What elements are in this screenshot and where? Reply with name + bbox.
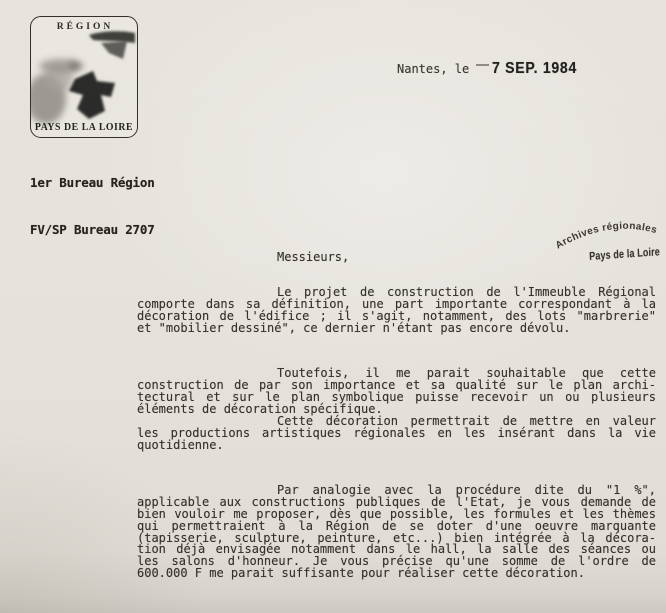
letter-line: Par analogie avec la procédure dite du "1 %", (277, 483, 656, 497)
letter-line: qui permettraient à la Région de se doter d'une oeuvre marquante (137, 518, 656, 533)
letter-line: les salons d'honneur. Je vous précise qu'une somme de l'ordre de (137, 554, 656, 569)
sender-bureau (30, 144, 155, 268)
sender-bureau-line2: FV/SP Bureau 2707 (30, 221, 155, 237)
salutation: Messieurs, (277, 250, 350, 264)
letter-line: et "mobilier dessiné", ce dernier n'étant pas encore dévolu. (137, 320, 571, 335)
logo-map-graphic (31, 17, 137, 137)
letter-line: (tapisserie, sculpture, peinture, etc...) bien intégrée à la décora- (137, 530, 656, 545)
letter-line: les productions artistiques régionales en les insérant dans la vie (137, 425, 656, 440)
letter-line: décoration de l'édifice ; il s'agit, notamment, des lots "marbrerie" (137, 308, 656, 323)
logo-paysdelaloire-label: PAYS DE LA LOIRE (34, 122, 134, 133)
paragraph-4 (137, 485, 656, 580)
date-place-label: Nantes, le (397, 62, 470, 76)
letter-line: tion déjà envisagée notamment dans le hall, la salle des séances ou (137, 542, 656, 557)
paragraph-3 (137, 416, 656, 452)
letter-line: quotidienne. (137, 437, 224, 452)
region-logo (30, 16, 138, 138)
date-stamp: 7 SEP. 1984 (492, 60, 578, 77)
archives-stamp (538, 196, 666, 276)
archives-stamp-arc-text: Archives régionales (553, 220, 659, 252)
letter-line: 600.000 F me parait suffisante pour réaliser cette décoration. (137, 566, 585, 581)
paragraph-1 (137, 287, 656, 335)
letter-line: applicable aux constructions publiques de l'Etat, je vous demande de (137, 494, 656, 509)
letter-line: Le projet de construction de l'Immeuble Régional (277, 285, 656, 299)
sender-bureau-line1: 1er Bureau Région (30, 175, 155, 190)
date-stamp-mark: — (476, 58, 489, 70)
letter-line: éléments de décoration spécifique. (137, 401, 383, 416)
letter-line: Toutefois, il me parait souhaitable que cette (277, 366, 656, 380)
letter-line: Cette décoration permettrait de mettre en valeur (277, 414, 656, 428)
letter-line: tectural et sur le plan symbolique puisse recevoir un ou plusieurs (137, 389, 656, 404)
paragraph-2 (137, 368, 656, 416)
letter-line: comporte dans sa définition, une part importante correspondant à la (137, 296, 656, 311)
archives-stamp-subline: Pays de la Loire (589, 246, 661, 263)
letter-line: bien vouloir me proposer, dès que possible, les formules et les thèmes (137, 506, 656, 521)
letter-line: construction de par son importance et sa qualité sur le plan archi- (137, 377, 656, 392)
logo-region-label: RÉGION (56, 22, 114, 32)
